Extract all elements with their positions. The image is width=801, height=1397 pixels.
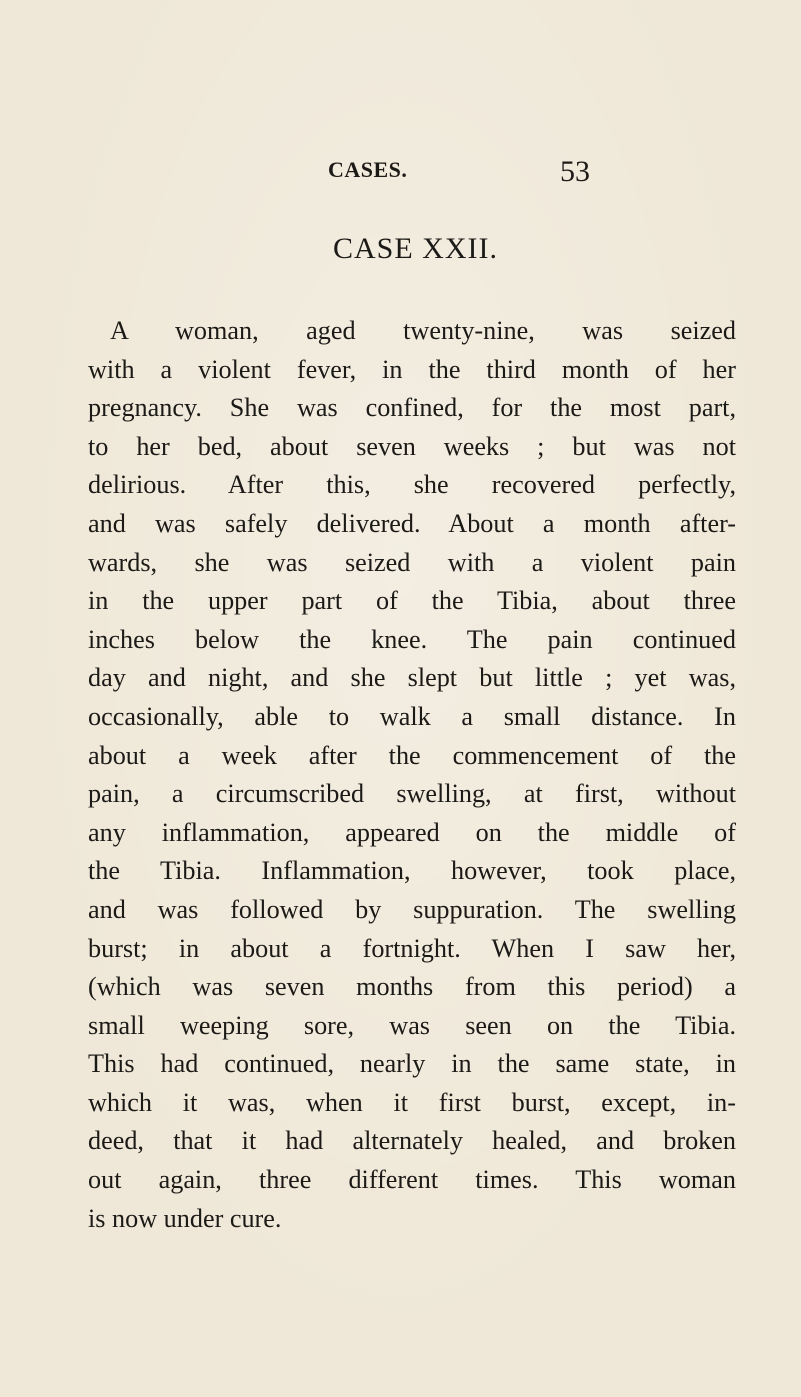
case-paragraph [88,312,736,1238]
text-line: delirious. After this, she recovered perfectly, [88,470,736,500]
text-line: inches below the knee. The pain continued [88,624,736,654]
text-line: about a week after the commencement of the [88,740,736,770]
text-line: with a violent fever, in the third month of her [88,354,736,384]
text-line: burst; in about a fortnight. When I saw her, [88,933,736,963]
text-line: A woman, aged twenty-nine, was seized [110,316,736,345]
text-line: and was safely delivered. About a month after- [88,508,736,538]
running-head [0,155,801,195]
running-title: CASES. [328,157,408,182]
text-line: This had continued, nearly in the same state, in [88,1049,736,1079]
text-line: the Tibia. Inflammation, however, took place, [88,856,736,886]
text-line: small weeping sore, was seen on the Tibia. [88,1010,736,1040]
text-line: occasionally, able to walk a small distance. In [88,701,736,731]
text-line: which it was, when it first burst, except, in- [88,1087,736,1117]
page-number: 53 [560,155,590,188]
text-line: deed, that it had alternately healed, and broken [88,1126,736,1156]
text-line: in the upper part of the Tibia, about three [88,586,736,616]
text-line: and was followed by suppuration. The swelling [88,894,736,924]
text-line: is now under cure. [88,1203,282,1233]
text-line: pain, a circumscribed swelling, at first, without [88,779,736,809]
text-line: wards, she was seized with a violent pain [88,547,736,577]
text-line: pregnancy. She was confined, for the most part, [88,393,736,423]
text-line: (which was seven months from this period) a [88,972,736,1002]
text-line: any inflammation, appeared on the middle of [88,817,736,847]
case-heading: CASE XXII. [333,232,498,265]
text-line: to her bed, about seven weeks ; but was not [88,431,736,461]
text-line: out again, three different times. This woman [88,1165,736,1195]
text-line: day and night, and she slept but little ; yet was, [88,663,736,693]
